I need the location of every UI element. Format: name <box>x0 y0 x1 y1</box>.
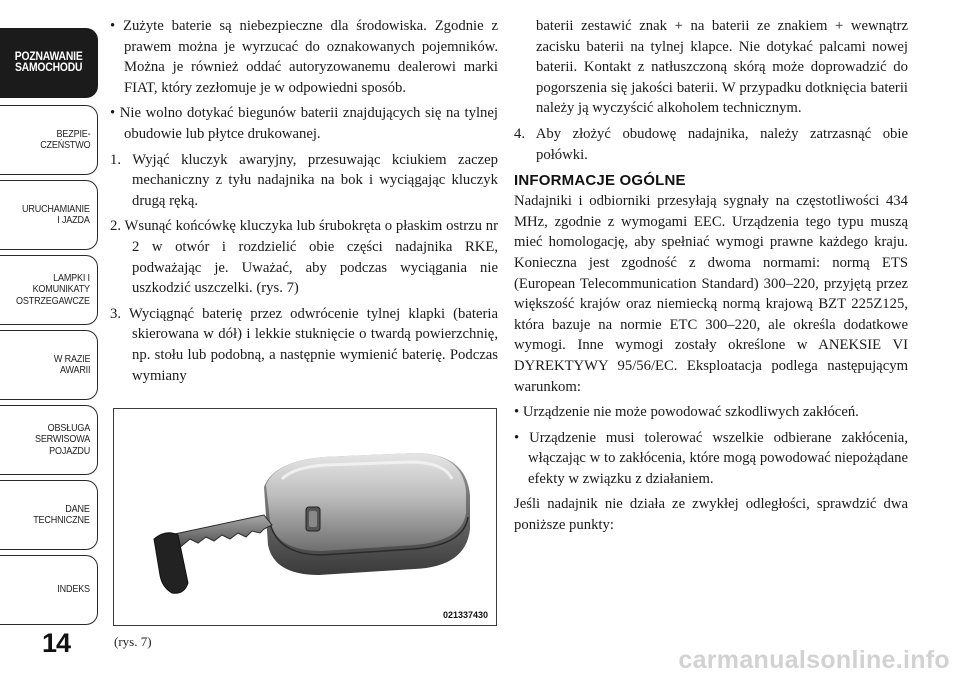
tab-obsluga-serwisowa[interactable] <box>0 405 98 475</box>
page-number: 14 <box>42 628 71 658</box>
tab-uruchamianie-i-jazda[interactable] <box>0 180 98 250</box>
tab-label: OBSŁUGA SERWISOWA POJAZDU <box>34 421 90 457</box>
paragraph-closing: Jeśli nadajnik nie działa ze zwykłej odległości, sprawdzić dwa poniższe punkty: <box>514 496 908 534</box>
left-column <box>110 16 498 386</box>
condition-1: • Urządzenie nie może powodować szkodliwych zakłóceń. <box>514 404 859 421</box>
figure-key-fob <box>113 408 497 626</box>
tab-lampki-i-komunikaty[interactable] <box>0 255 98 325</box>
paragraph-general-info: Nadajniki i odbiorniki przesyłają sygnały na częstotliwości 434 MHz, zgodnie z wymogami EEC. Urządzenia tego typu muszą mieć homologację, aby spełniać wymogi prawne każdego kraju. Konieczna jest zgodność z dwoma normami: normą ETS (European Telecommunication Standard) 300–220, przyjętą przez większość krajów oraz niemiecką normą krajową BZT 225Z125, która bazuje na normie ETC 300–220, ale określa dodatkowe wymogi. Inne wymogi zostały określone w ANEKSIE VI DYREKTYWY 95/56/EC. Eksploatacja podlega następującym warunkom: <box>514 193 908 395</box>
tab-bezpieczenstwo[interactable] <box>0 105 98 175</box>
tab-label: W RAZIE AWARII <box>53 352 90 376</box>
tab-indeks[interactable] <box>0 555 98 625</box>
right-column <box>514 16 908 536</box>
tab-poznawanie-samochodu[interactable] <box>0 28 98 98</box>
key-fob-illustration <box>114 409 497 626</box>
step-3-continuation: baterii zestawić znak + na baterii ze znakiem + wewnątrz zacisku baterii na tylnej klapce. Nie dotykać palcami nowej baterii. Kontakt z natłuszczoną skórą może doprowadzić do pogorszenia się jakości baterii. W przypadku dotknięcia baterii należy ją wyczyścić alkoholem technicznym. <box>536 18 908 117</box>
step-2: 2. Wsunąć końcówkę kluczyka lub śrubokręta o płaskim ostrzu nr 2 w otwór i rozdzielić obie części nadajnika RKE, podważając je. Uważać, aby podczas wyciągania nie uszkodzić uszczelki. (rys. 7) <box>110 218 498 297</box>
tab-label: INDEKS <box>57 583 90 596</box>
tab-w-razie-awarii[interactable] <box>0 330 98 400</box>
watermark-text: carmanualsonline.info <box>678 646 950 674</box>
step-3: 3. Wyciągnąć baterię przez odwrócenie tylnej klapki (bateria skierowana w dół) i lekkie stuknięcie o twardą powierzchnię, np. stołu lub podobną, a następnie wymienić baterię. Podczas wymiany <box>110 305 498 384</box>
tab-dane-techniczne[interactable] <box>0 480 98 550</box>
tab-label: DANE TECHNICZNE <box>33 502 90 526</box>
section-heading: INFORMACJE OGÓLNE <box>514 172 686 190</box>
tab-label: POZNAWANIE SAMOCHODU <box>14 50 83 74</box>
paragraph-battery-disposal: • Zużyte baterie są niebezpieczne dla środowiska. Zgodnie z prawem można je wyrzucać do oznakowanych pojemników. Można je również oddać autoryzowanemu dealerowi marki FIAT, który zezłomuje je w odpowiedni sposób. <box>110 18 498 96</box>
figure-caption: (rys. 7) <box>114 634 152 649</box>
tab-label: LAMPKI I KOMUNIKATY OSTRZEGAWCZE <box>16 271 90 307</box>
step-1: 1. Wyjąć kluczyk awaryjny, przesuwając kciukiem zaczep mechaniczny z tyłu nadajnika na bok i wyciągając kluczyk drugą ręką. <box>110 151 498 209</box>
paragraph-battery-poles: • Nie wolno dotykać biegunów baterii znajdujących się na tylnej obudowie lub płytce drukowanej. <box>110 105 498 142</box>
tab-label: BEZPIE- CZEŃSTWO <box>39 127 90 151</box>
figure-code: 021337430 <box>442 610 488 620</box>
tab-label: URUCHAMIANIE I JAZDA <box>22 202 90 226</box>
condition-2: • Urządzenie musi tolerować wszelkie odbierane zakłócenia, włączając w to zakłócenia, które mogą powodować niepożądane efekty w związku z działaniem. <box>514 429 908 487</box>
step-4: 4. Aby złożyć obudowę nadajnika, należy zatrzasnąć obie połówki. <box>514 125 908 163</box>
